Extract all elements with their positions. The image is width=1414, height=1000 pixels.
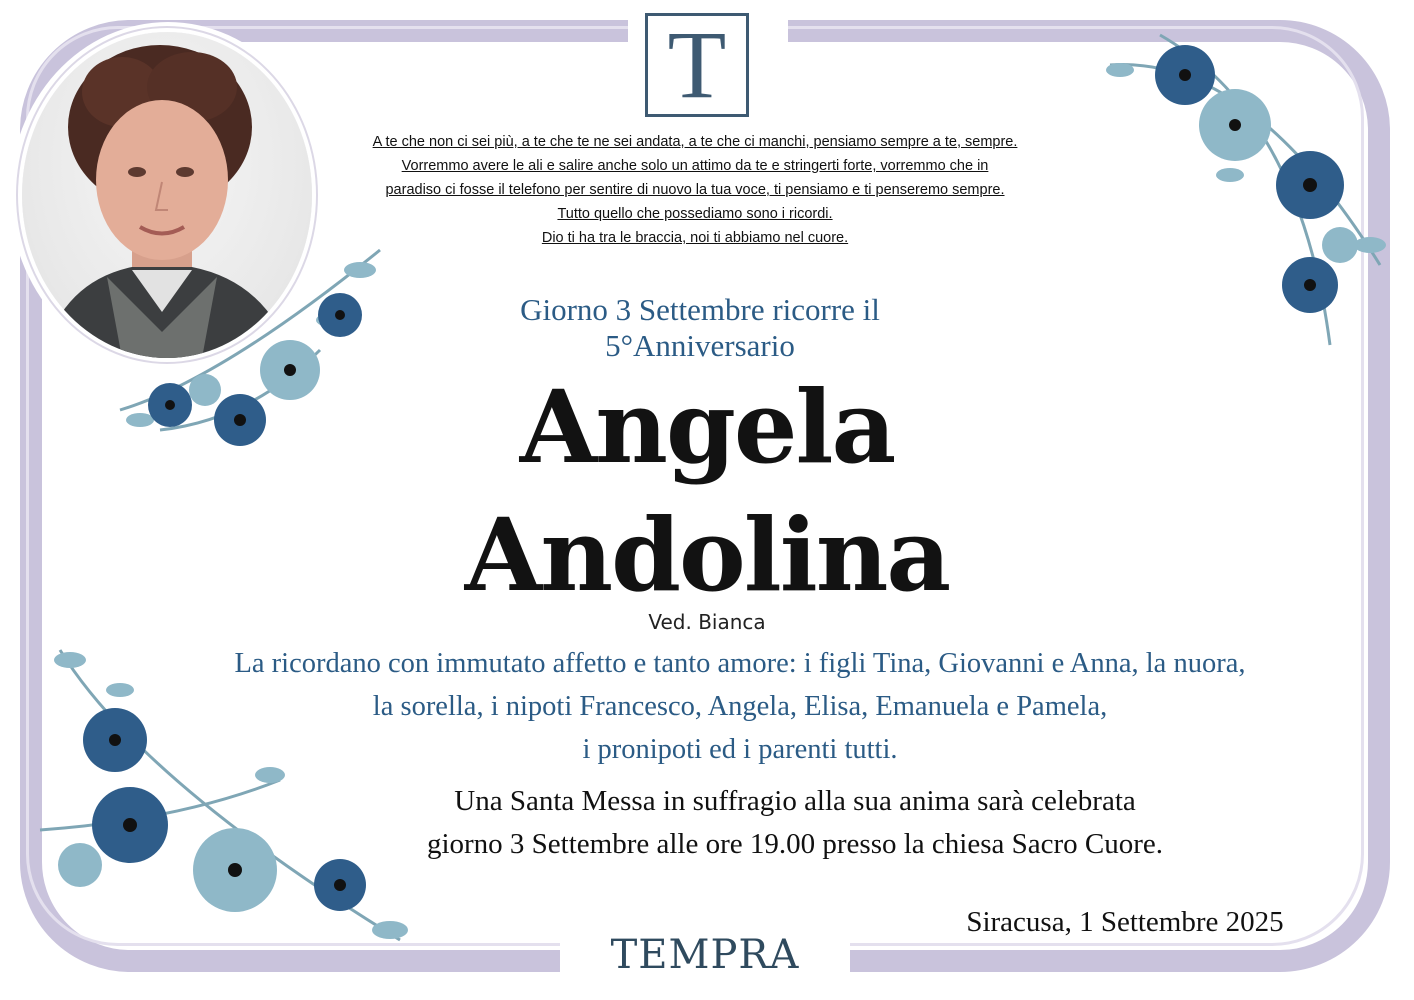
deceased-first-name: Angela — [519, 368, 895, 486]
family-line: La ricordano con immutato affetto e tanto amore: i figli Tina, Giovanni e Anna, la nuora, — [234, 648, 1246, 679]
deceased-last-name: Andolina — [464, 496, 950, 614]
tempra-logo — [645, 13, 749, 117]
poem-line: Vorremmo avere le ali e salire anche solo un attimo da te e stringerti forte, vorremmo che in — [401, 158, 989, 174]
flower-cluster-top-right — [1100, 15, 1400, 365]
logo-letter: T — [667, 11, 727, 118]
flower-cluster-photo — [100, 230, 400, 490]
poem — [340, 130, 1050, 250]
mass-announcement — [280, 780, 1310, 866]
poem-line: Dio ti ha tra le braccia, noi ti abbiamo nel cuore. — [541, 230, 849, 246]
anniversary-heading — [400, 292, 1000, 364]
anniversary-line-2: 5°Anniversario — [605, 328, 795, 363]
widow-note: Ved. Bianca — [648, 610, 766, 634]
mass-line: giorno 3 Settembre alle ore 19.00 presso la chiesa Sacro Cuore. — [426, 828, 1164, 860]
family-line: i pronipoti ed i parenti tutti. — [582, 734, 898, 765]
anniversary-line-1: Giorno 3 Settembre ricorre il — [520, 292, 880, 327]
family-line: la sorella, i nipoti Francesco, Angela, Elisa, Emanuela e Pamela, — [372, 691, 1108, 722]
brand-name: TEMPRA — [610, 932, 800, 978]
poem-line: paradiso ci fosse il telefono per sentire di nuovo la tua voce, ti pensiamo e ti penseremo sempre. — [385, 182, 1005, 198]
poem-line: Tutto quello che possediamo sono i ricordi. — [557, 206, 833, 222]
mass-line: Una Santa Messa in suffragio alla sua anima sarà celebrata — [454, 785, 1136, 817]
place-date: Siracusa, 1 Settembre 2025 — [966, 906, 1284, 938]
poem-line: A te che non ci sei più, a te che te ne sei andata, a te che ci manchi, pensiamo sempre a te, sempre. — [372, 134, 1018, 150]
family-message — [130, 642, 1350, 771]
